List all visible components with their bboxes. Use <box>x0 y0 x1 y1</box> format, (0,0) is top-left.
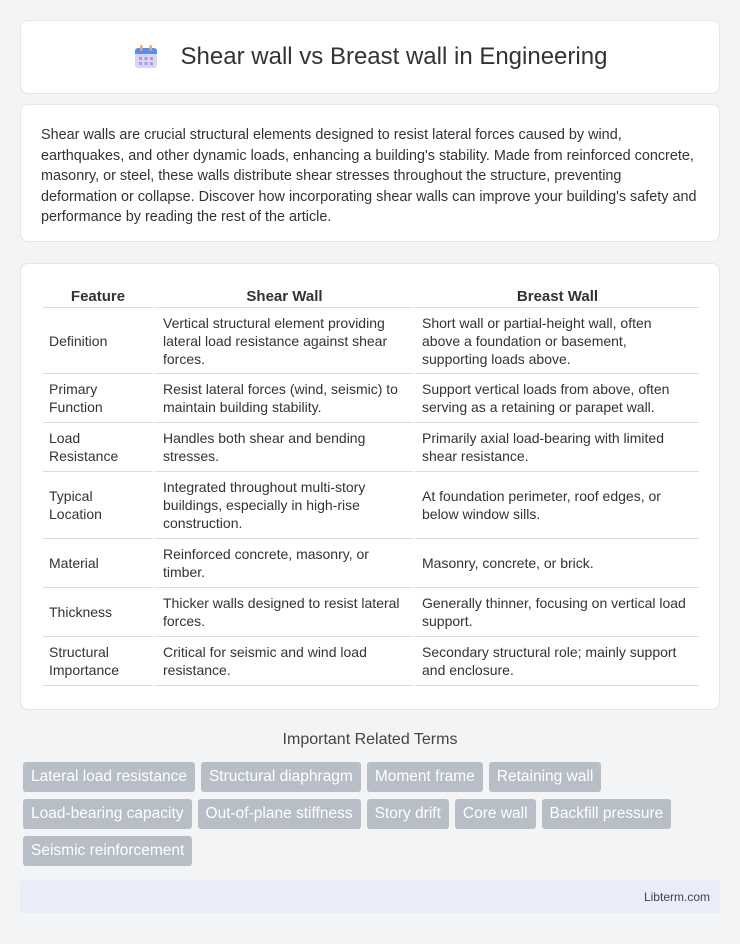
row-feature: Structural Importance <box>43 637 153 686</box>
row-breast-wall: Primarily axial load-bearing with limited shear resistance. <box>412 423 699 472</box>
row-shear-wall: Resist lateral forces (wind, seismic) to maintain building stability. <box>153 374 412 423</box>
table-row <box>43 374 699 423</box>
table-row <box>43 472 699 539</box>
row-feature: Load Resistance <box>43 423 153 472</box>
related-term-tag[interactable]: Backfill pressure <box>542 799 672 829</box>
row-breast-wall: Masonry, concrete, or brick. <box>412 539 699 588</box>
row-shear-wall: Vertical structural element providing lateral load resistance against shear forces. <box>153 308 412 374</box>
row-shear-wall: Critical for seismic and wind load resistance. <box>153 637 412 686</box>
comparison-table <box>43 284 699 686</box>
related-term-tag[interactable]: Retaining wall <box>489 762 602 792</box>
row-shear-wall: Reinforced concrete, masonry, or timber. <box>153 539 412 588</box>
table-row <box>43 539 699 588</box>
row-shear-wall: Thicker walls designed to resist lateral forces. <box>153 588 412 637</box>
row-feature: Primary Function <box>43 374 153 423</box>
related-term-tag[interactable]: Seismic reinforcement <box>23 836 192 866</box>
intro-card <box>20 104 720 242</box>
row-breast-wall: Generally thinner, focusing on vertical load support. <box>412 588 699 637</box>
row-shear-wall: Handles both shear and bending stresses. <box>153 423 412 472</box>
related-terms-title: Important Related Terms <box>282 731 458 748</box>
row-feature: Thickness <box>43 588 153 637</box>
table-row <box>43 588 699 637</box>
row-breast-wall: At foundation perimeter, roof edges, or below window sills. <box>412 472 699 539</box>
row-feature: Definition <box>43 308 153 374</box>
related-term-tag[interactable]: Structural diaphragm <box>201 762 361 792</box>
related-term-tag[interactable]: Story drift <box>367 799 449 829</box>
row-feature: Material <box>43 539 153 588</box>
row-shear-wall: Integrated throughout multi-story buildings, especially in high-rise construction. <box>153 472 412 539</box>
intro-paragraph: Shear walls are crucial structural elements designed to resist lateral forces caused by wind, earthquakes, and other dynamic loads, enhancing a building's stability. Made from reinforced concrete, masonry, or steel, these walls distribute shear stresses throughout the structure, preventing deformation or collapse. Discover how incorporating shear walls can improve your building's safety and performance by reading the rest of the article. <box>41 127 697 225</box>
table-row <box>43 308 699 374</box>
header-card <box>20 20 720 94</box>
row-feature: Typical Location <box>43 472 153 539</box>
table-row <box>43 423 699 472</box>
table-row <box>43 637 699 686</box>
calendar-icon <box>133 44 159 70</box>
footer-site-link[interactable]: Libterm.com <box>643 889 710 904</box>
related-term-tag[interactable]: Lateral load resistance <box>23 762 195 792</box>
header-feature: Feature <box>43 284 153 308</box>
page-title: Shear wall vs Breast wall in Engineering <box>180 43 608 70</box>
row-breast-wall: Short wall or partial-height wall, often above a foundation or basement, supporting loads above. <box>412 308 699 374</box>
header-shear-wall: Shear Wall <box>153 284 412 308</box>
table-header-row <box>43 284 699 308</box>
related-term-tag[interactable]: Out-of-plane stiffness <box>198 799 361 829</box>
footer <box>20 880 720 913</box>
row-breast-wall: Secondary structural role; mainly support and enclosure. <box>412 637 699 686</box>
related-terms-list <box>23 762 723 866</box>
related-term-tag[interactable]: Moment frame <box>367 762 483 792</box>
row-breast-wall: Support vertical loads from above, often serving as a retaining or parapet wall. <box>412 374 699 423</box>
header-breast-wall: Breast Wall <box>412 284 699 308</box>
comparison-table-card <box>20 263 720 710</box>
related-term-tag[interactable]: Load-bearing capacity <box>23 799 192 829</box>
related-term-tag[interactable]: Core wall <box>455 799 536 829</box>
